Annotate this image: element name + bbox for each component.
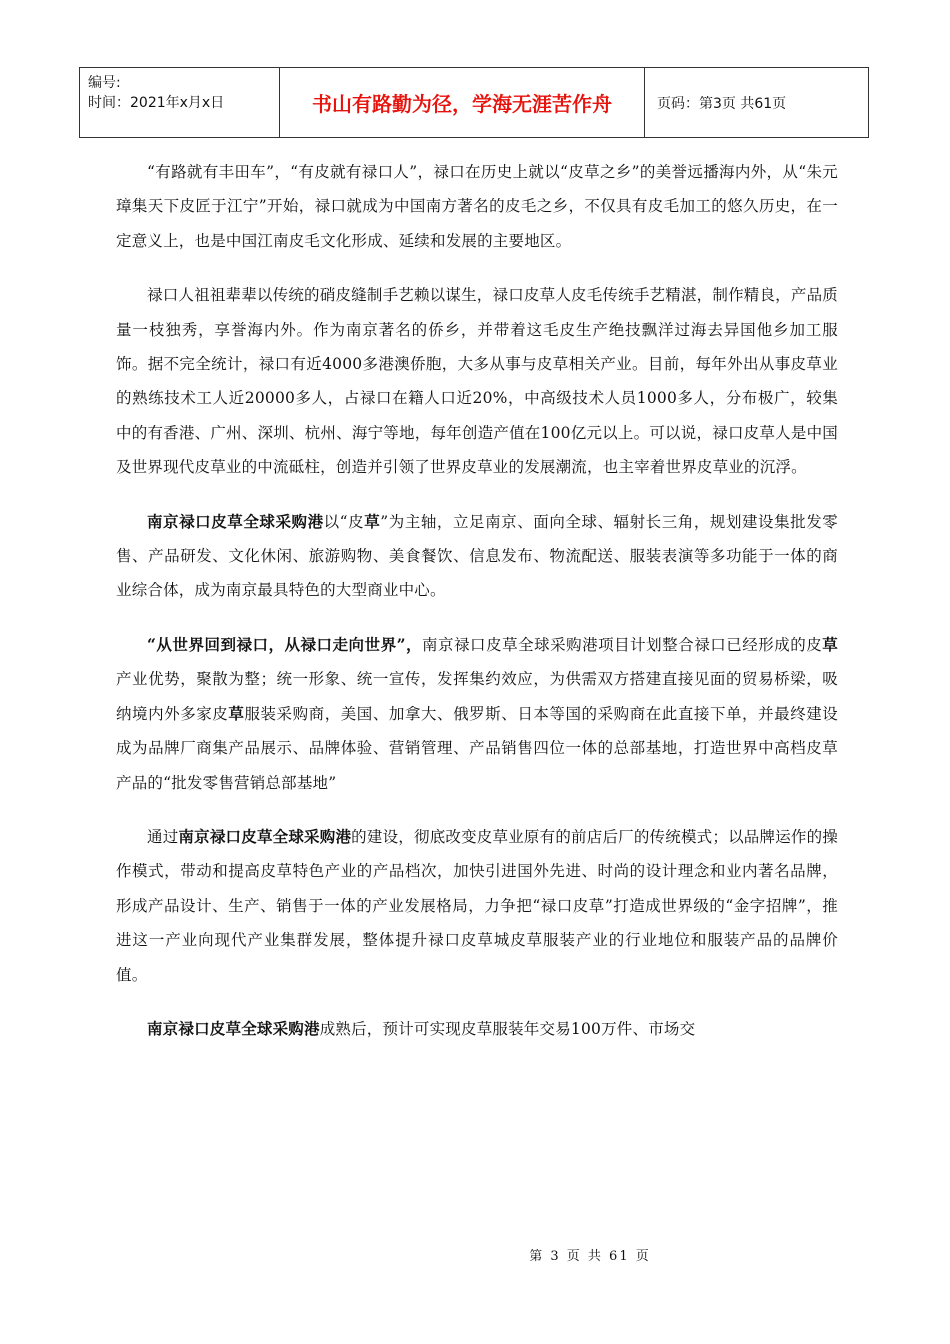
header-motto: 书山有路勤为径，学海无涯苦作舟 [280, 68, 645, 137]
body-paragraph [116, 628, 838, 800]
text-run: 通过 [147, 827, 179, 846]
body-paragraph [116, 155, 838, 258]
body-paragraph [116, 1012, 838, 1046]
document-body [116, 155, 838, 1066]
header-page-info: 页码：第3页 共61页 [657, 95, 787, 112]
document-time-label: 时间：2021年x月x日 [88, 95, 225, 111]
body-paragraph [116, 505, 838, 608]
bold-text-run: 草 [364, 511, 381, 531]
bold-text-run: 南京禄口皮草全球采购港 [147, 511, 324, 531]
page-header [79, 67, 869, 138]
page-footer: 第 3 页 共 61 页 [529, 1249, 651, 1264]
bold-text-run: 南京禄口皮草全球采购港 [178, 826, 352, 846]
bold-text-run: “从世界回到禄口，从禄口走向世界”， [147, 634, 423, 654]
text-run: 成熟后，预计可实现皮草服装年交易100万件、市场交 [319, 1019, 696, 1038]
bold-text-run: 南京禄口皮草全球采购港 [147, 1018, 320, 1038]
document-number-label: 编号: [88, 75, 121, 91]
body-paragraph [116, 820, 838, 992]
text-run: 禄口人祖祖辈辈以传统的硝皮缝制手艺赖以谋生，禄口皮草人皮毛传统手艺精湛，制作精良，产品质量一枝独秀，享誉海内外。作为南京著名的侨乡，并带着这毛皮生产绝技飘洋过海去异国他乡加工服饰。据不完全统计，禄口有近4000多港澳侨胞，大多从事与皮草相关产业。目前，每年外出从事皮草业的熟练技术工人近20000多人，占禄口在籍人口近20%，中高级技术人员1000多人，分布极广，较集中的有香港、广州、深圳、杭州、海宁等地，每年创造产值在100亿元以上。可以说，禄口皮草人是中国及世界现代皮草业的中流砥柱，创造并引领了世界皮草业的发展潮流，也主宰着世界皮草业的沉浮。 [116, 286, 838, 477]
text-run: 南京禄口皮草全球采购港项目计划整合禄口已经形成的皮 [422, 635, 823, 654]
text-run: 以“皮 [323, 512, 365, 531]
text-run: 产业优势，聚散为整；统一形象、统一宣传，发挥集约效应，为供需双方搭建直接见面的贸易桥梁，吸纳境内外多家皮 [116, 670, 838, 723]
text-run: “有路就有丰田车”，“有皮就有禄口人”，禄口在历史上就以“皮草之乡”的美誉远播海内外，从“朱元璋集天下皮匠于江宁”开始，禄口就成为中国南方著名的皮毛之乡，不仅具有皮毛加工的悠久历史，在一定意义上，也是中国江南皮毛文化形成、延续和发展的主要地区。 [116, 163, 838, 250]
text-run: 服装采购商，美国、加拿大、俄罗斯、日本等国的采购商在此直接下单，并最终建设成为品牌厂商集产品展示、品牌体验、营销管理、产品销售四位一体的总部基地，打造世界中高档皮草产品的“批发零售营销总部基地” [116, 704, 839, 792]
header-meta [80, 68, 280, 137]
bold-text-run: 草 [822, 634, 838, 654]
body-paragraph [116, 278, 838, 484]
text-run: ”为主轴，立足南京、面向全球、辐射长三角，规划建设集批发零售、产品研发、文化休闲、旅游购物、美食餐饮、信息发布、物流配送、服装表演等多功能于一体的商业综合体，成为南京最具特色的大型商业中心。 [116, 512, 838, 600]
bold-text-run: 草 [228, 703, 245, 723]
text-run: 的建设，彻底改变皮草业原有的前店后厂的传统模式；以品牌运作的操作模式，带动和提高皮草特色产业的产品档次，加快引进国外先进、时尚的设计理念和业内著名品牌，形成产品设计、生产、销售于一体的产业发展格局，力争把“禄口皮草”打造成世界级的“金字招牌”，推进这一产业向现代产业集群发展，整体提升禄口皮草城皮草服装产业的行业地位和服装产品的品牌价值。 [116, 827, 839, 984]
